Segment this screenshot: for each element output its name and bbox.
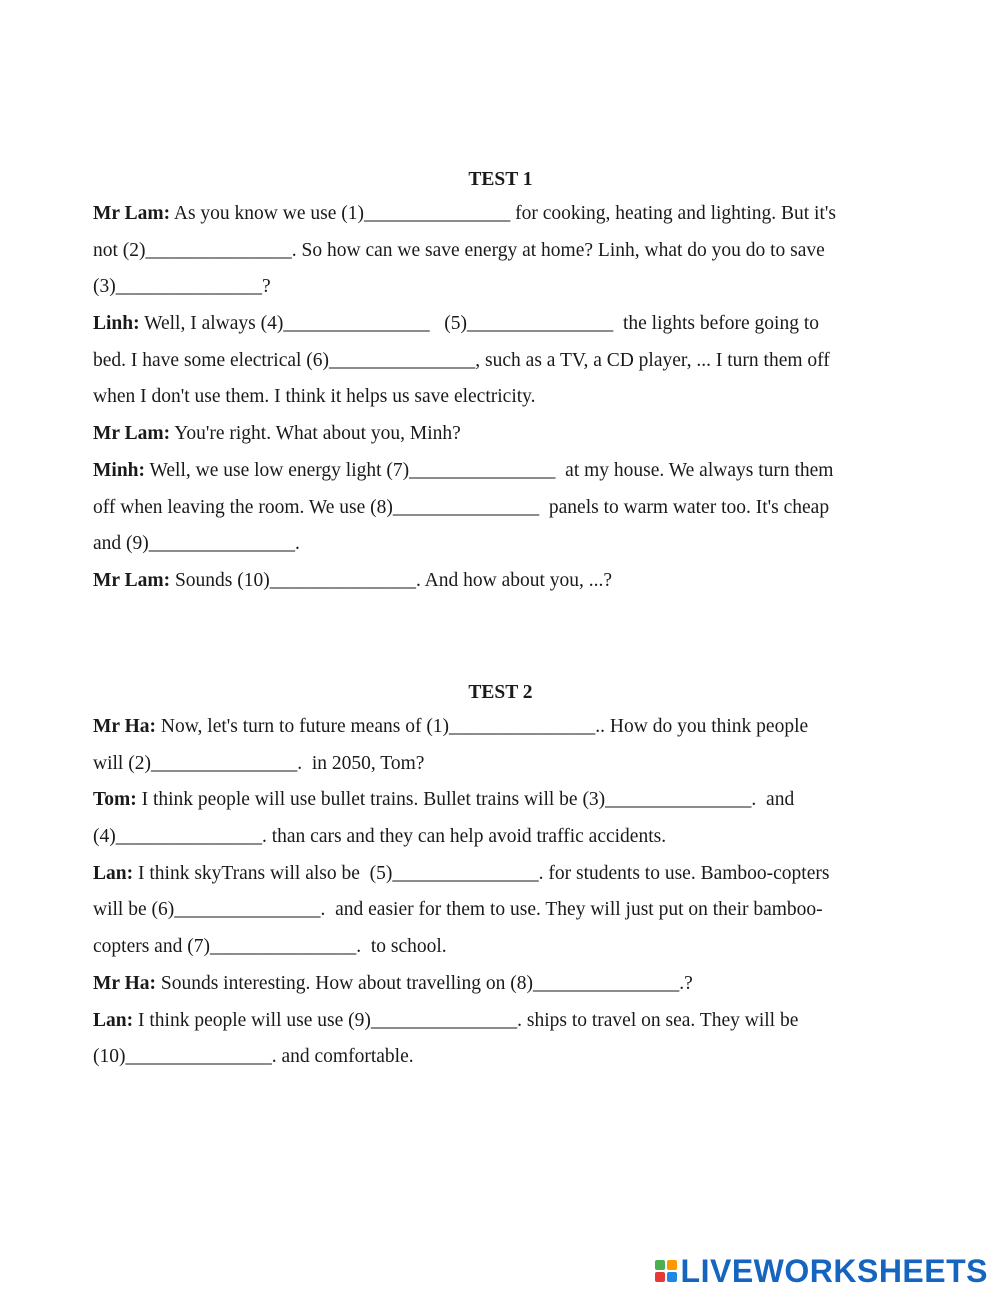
- speaker-name: Mr Lam:: [93, 203, 171, 224]
- line-text: (3)_______________?: [93, 276, 271, 298]
- speaker-name: Mr Lam:: [93, 569, 171, 591]
- dialogue-line: [93, 1046, 908, 1083]
- dialogue-line: [93, 460, 908, 497]
- line-text: As you know we use (1)_______________ for cooking, heating and lighting. But it's: [170, 203, 836, 224]
- liveworksheets-logo: [655, 1253, 988, 1289]
- line-text: will be (6)_______________. and easier for them to use. They will just put on their bamboo-: [93, 899, 823, 921]
- test-1-dialogue: [93, 203, 908, 607]
- dialogue-line: [93, 973, 908, 1010]
- speaker-name: Mr Ha:: [93, 716, 156, 737]
- speaker-name: Minh:: [93, 459, 146, 481]
- logo-tile-icon: [667, 1260, 677, 1270]
- line-text: and (9)_______________.: [93, 533, 300, 555]
- dialogue-line: [93, 423, 908, 460]
- speaker-name: Mr Lam:: [93, 423, 171, 445]
- dialogue-line: [93, 386, 908, 423]
- test-2-title: TEST 2: [468, 682, 533, 703]
- line-text: I think people will use use (9)_______________. ships to travel on sea. They will be: [133, 1009, 799, 1031]
- line-text: Sounds (10)_______________. And how about you, ...?: [170, 569, 613, 591]
- line-text: Well, we use low energy light (7)_______________ at my house. We always turn them: [145, 459, 834, 481]
- dialogue-line: [93, 1010, 908, 1047]
- speaker-name: Linh:: [93, 313, 140, 335]
- speaker-name: Tom:: [93, 789, 137, 811]
- line-text: I think skyTrans will also be (5)_______________. for students to use. Bamboo-copters: [133, 862, 830, 884]
- speaker-name: Mr Ha:: [93, 972, 156, 994]
- line-text: Well, I always (4)_______________ (5)_______________ the lights before going to: [139, 313, 820, 335]
- line-text: I think people will use bullet trains. Bullet trains will be (3)_______________. and: [136, 789, 795, 811]
- dialogue-line: [93, 899, 908, 936]
- line-text: copters and (7)_______________. to school.: [93, 936, 447, 958]
- line-text: Now, let's turn to future means of (1)_______________.. How do you think people: [156, 716, 809, 737]
- line-text: will (2)_______________. in 2050, Tom?: [93, 752, 425, 774]
- dialogue-line: [93, 313, 908, 350]
- dialogue-line: [93, 826, 908, 863]
- logo-mark-icon: [655, 1260, 677, 1282]
- speaker-name: Lan:: [93, 1009, 134, 1031]
- test-1-title: TEST 1: [468, 169, 533, 190]
- logo-tile-icon: [655, 1260, 665, 1270]
- dialogue-line: [93, 789, 908, 826]
- dialogue-line: [93, 716, 908, 753]
- dialogue-line: [93, 863, 908, 900]
- logo-tile-icon: [667, 1272, 677, 1282]
- line-text: bed. I have some electrical (6)_______________, such as a TV, a CD player, ... I turn them off: [93, 349, 830, 371]
- line-text: not (2)_______________. So how can we save energy at home? Linh, what do you do to save: [93, 239, 825, 261]
- dialogue-line: [93, 533, 908, 570]
- logo-text: LIVEWORKSHEETS: [680, 1252, 988, 1289]
- dialogue-line: [93, 753, 908, 790]
- test-2-section: [93, 679, 908, 1083]
- line-text: You're right. What about you, Minh?: [170, 423, 461, 445]
- test-1-section: [93, 166, 908, 607]
- dialogue-line: [93, 240, 908, 277]
- dialogue-line: [93, 570, 908, 607]
- speaker-name: Lan:: [93, 862, 134, 884]
- logo-tile-icon: [655, 1272, 665, 1282]
- dialogue-line: [93, 203, 908, 240]
- line-text: when I don't use them. I think it helps us save electricity.: [93, 386, 536, 408]
- dialogue-line: [93, 497, 908, 534]
- line-text: off when leaving the room. We use (8)_______________ panels to warm water too. It's cheap: [93, 496, 830, 518]
- dialogue-line: [93, 350, 908, 387]
- dialogue-line: [93, 276, 908, 313]
- test-2-dialogue: [93, 716, 908, 1083]
- dialogue-line: [93, 936, 908, 973]
- line-text: Sounds interesting. How about travelling on (8)_______________.?: [156, 972, 693, 994]
- line-text: (4)_______________. than cars and they can help avoid traffic accidents.: [93, 826, 667, 848]
- line-text: (10)_______________. and comfortable.: [93, 1046, 414, 1068]
